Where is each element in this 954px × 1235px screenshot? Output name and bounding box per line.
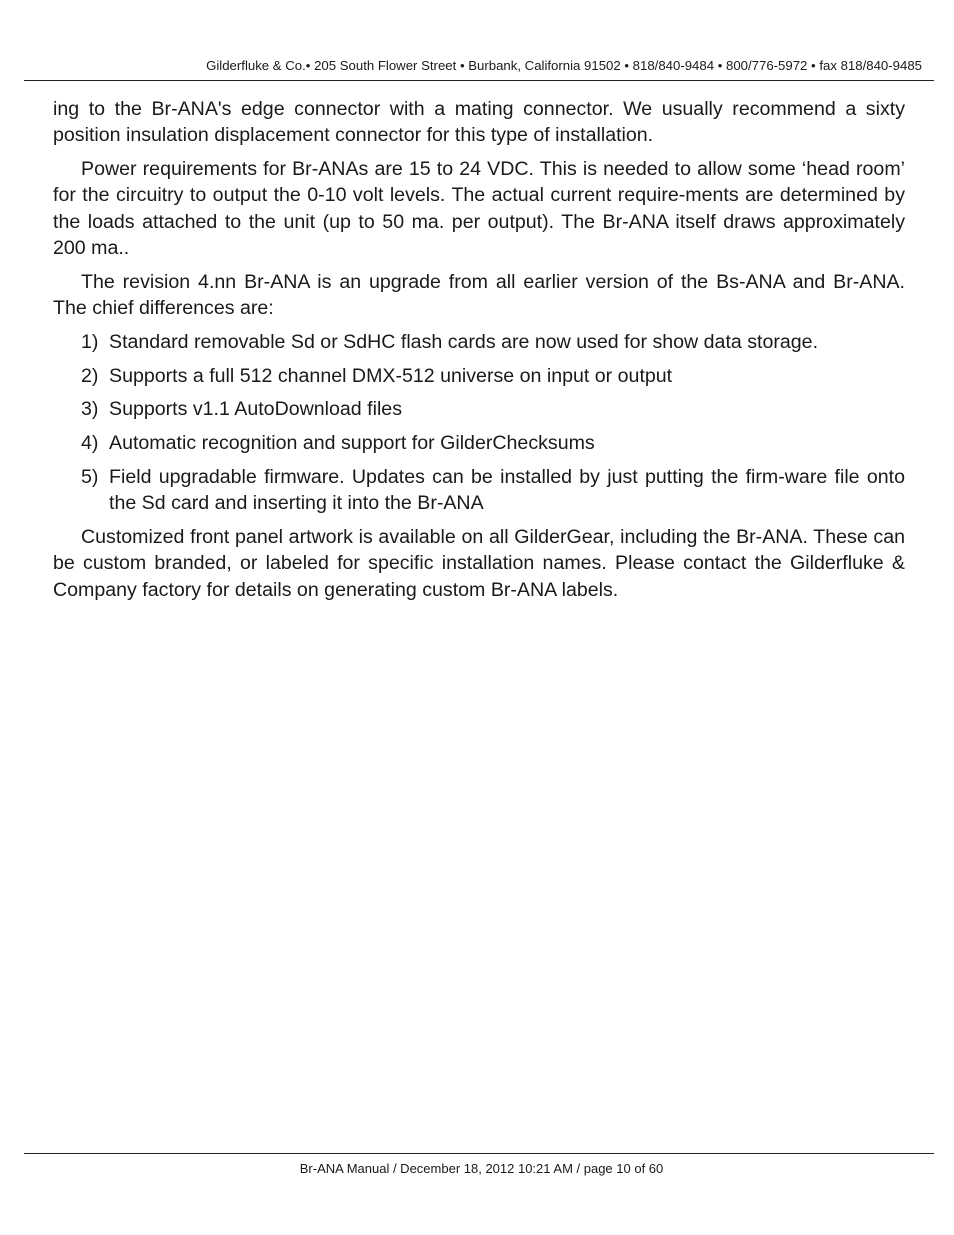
page-info: Br-ANA Manual / December 18, 2012 10:21 AM / page 10 of 60	[299, 1161, 664, 1176]
paragraph-power-requirements: Power requirements for Br-ANAs are 15 to 24 VDC. This is needed to allow some ‘head room’ for the circuitry to output the 0-10 volt levels. The actual current require-ments are determined by the loads attached to the unit (up to 50 ma. per output). The Br-ANA itself draws approximately 200 ma..	[53, 158, 905, 259]
list-item-text: Automatic recognition and support for GilderChecksums	[109, 432, 595, 455]
list-item	[53, 396, 905, 422]
list-item	[53, 329, 905, 355]
list-item	[53, 464, 905, 517]
differences-list	[53, 329, 905, 517]
list-item	[53, 363, 905, 389]
list-item-text: Standard removable Sd or SdHC flash cards are now used for show data storage.	[109, 330, 819, 353]
list-item-number: 1)	[81, 330, 99, 353]
list-item-number: 2)	[81, 364, 99, 387]
list-item-text: Supports v1.1 AutoDownload files	[109, 398, 402, 421]
paragraph-connector: ing to the Br-ANA's edge connector with a mating connector. We usually recommend a sixty position insulation displacement connector for this type of installation.	[53, 98, 905, 147]
list-item-number: 5)	[81, 466, 99, 489]
list-item	[53, 430, 905, 456]
list-item-text: Supports a full 512 channel DMX-512 universe on input or output	[109, 364, 673, 387]
paragraph-revision-intro: The revision 4.nn Br-ANA is an upgrade from all earlier version of the Bs-ANA and Br-ANA. The chief differences are:	[53, 270, 905, 320]
company-address-line: Gilderfluke & Co.• 205 South Flower Street • Burbank, California 91502 • 818/840-9484 • 800/776-5972 • fax 818/840-9485	[206, 58, 922, 73]
paragraph-custom-artwork: Customized front panel artwork is available on all GilderGear, including the Br-ANA. These can be custom branded, or labeled for specific installation names. Please contact the Gilderfluke & Company factory for details on generating custom Br-ANA labels.	[53, 526, 905, 601]
list-item-number: 4)	[81, 432, 99, 455]
list-item-text: Field upgradable firmware. Updates can be installed by just putting the firm-ware file onto the Sd card and inserting it into the Br-ANA	[109, 466, 905, 515]
document-body	[53, 96, 905, 611]
page-footer	[24, 1153, 934, 1178]
page-header	[24, 57, 934, 81]
list-item-number: 3)	[81, 398, 99, 421]
